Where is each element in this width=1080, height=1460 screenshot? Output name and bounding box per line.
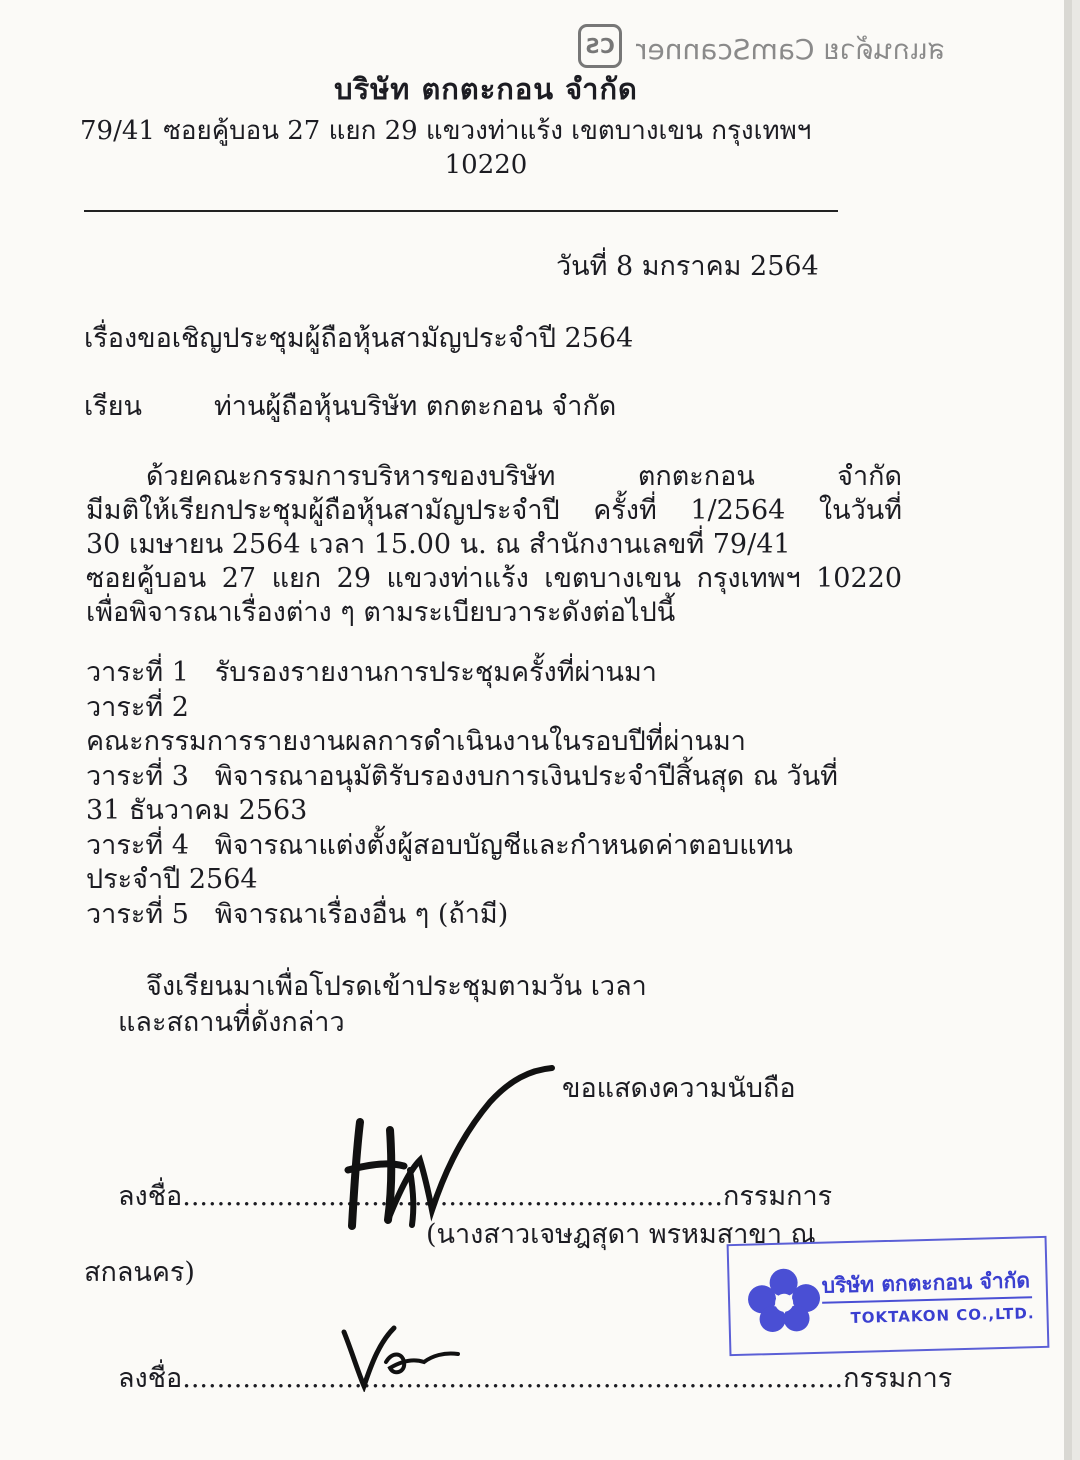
agenda-text-continued: 31 ธันวาคม 2563: [86, 795, 308, 826]
letter-body: [86, 460, 902, 630]
closing-line: และสถานที่ดังกล่าว: [118, 1007, 345, 1038]
agenda-text: รับรองรายงานการประชุมครั้งที่ผ่านมา: [214, 657, 657, 688]
body-line: ซอยคู้บอน 27 แยก 29 แขวงท่าแร้ง เขตบางเขน กรุงเทพฯ 10220: [86, 563, 902, 594]
body-line: มีมติให้เรียกประชุมผู้ถือหุ้นสามัญประจำปี ครั้งที่ 1/2564 ในวันที่: [86, 495, 902, 526]
company-address-line1: 79/41 ซอยคู้บอน 27 แยก 29 แขวงท่าแร้ง เขตบางเขน กรุงเทพฯ: [80, 116, 812, 146]
closing-paragraph: [118, 970, 647, 1042]
agenda-item: [86, 829, 838, 864]
agenda-number: วาระที่ 3: [86, 760, 189, 792]
recipient-name: ท่านผู้ถือหุ้นบริษัท ตกตะกอน จำกัด: [214, 391, 617, 422]
agenda-text: พิจารณาเรื่องอื่น ๆ (ถ้ามี): [214, 898, 509, 930]
agenda-number: วาระที่ 4: [86, 829, 189, 861]
body-line: ด้วยคณะกรรมการบริหารของบริษัท ตกตะกอน จำกัด: [146, 461, 902, 492]
camscanner-watermark: [578, 24, 1040, 76]
stamp-thai-name: บริษัท ตกตะกอน จำกัด: [821, 1268, 1031, 1298]
signature-line-2: ลงชื่อ.............................................................................กรรมการ: [118, 1363, 953, 1394]
watermark-text: สแกนด้วย CamScanner: [636, 33, 945, 66]
letter-date: วันที่ 8 มกราคม 2564: [556, 251, 819, 282]
agenda-list: [86, 656, 838, 932]
closing-line: จึงเรียนมาเพื่อโปรดเข้าประชุมตามวัน เวลา: [146, 971, 647, 1002]
agenda-number: วาระที่ 5: [86, 898, 189, 930]
stamp-english-name: TOKTAKON CO.,LTD.: [850, 1304, 1035, 1327]
agenda-item: [86, 656, 838, 691]
page-edge: [1064, 0, 1072, 1460]
company-logo-icon: [741, 1262, 827, 1338]
agenda-text: พิจารณาแต่งตั้งผู้สอบบัญชีและกำหนดค่าตอบแทน: [214, 829, 793, 861]
agenda-number: วาระที่ 1: [86, 657, 189, 688]
handwritten-signature-1: [330, 1060, 580, 1240]
recipient-label: เรียน: [84, 391, 143, 422]
company-stamp: [727, 1236, 1050, 1356]
agenda-item: [86, 691, 838, 726]
body-line: 30 เมษายน 2564 เวลา 15.00 น. ณ สำนักงานเลขที่ 79/41: [86, 529, 791, 560]
body-line: เพื่อพิจารณาเรื่องต่าง ๆ ตามระเบียบวาระดังต่อไปนี้: [86, 597, 676, 628]
header-divider: [84, 210, 838, 212]
handwritten-signature-2: [336, 1322, 466, 1392]
agenda-number: วาระที่ 2: [86, 691, 189, 723]
letter-subject: เรื่องขอเชิญประชุมผู้ถือหุ้นสามัญประจำปี 2564: [84, 323, 634, 354]
signer-name-continued: สกลนคร): [84, 1257, 195, 1288]
company-address-line2: 10220: [444, 150, 528, 180]
signer-name: (นางสาวเจษฎสุดา พรหมสาขา ณ: [426, 1219, 816, 1250]
agenda-text: พิจารณาอนุมัติรับรองงบการเงินประจำปีสิ้นสุด ณ วันที่: [214, 760, 838, 792]
agenda-text: คณะกรรมการรายงานผลการดำเนินงานในรอบปีที่ผ่านมา: [86, 726, 746, 757]
agenda-text-continued: ประจำปี 2564: [86, 864, 258, 895]
signature-line-1: ลงชื่อ...............................................................กรรมการ: [118, 1181, 833, 1212]
agenda-item: [86, 760, 838, 795]
agenda-item: [86, 898, 838, 933]
company-name: บริษัท ตกตะกอน จำกัด: [334, 72, 638, 106]
camscanner-logo-icon: CS: [578, 24, 622, 68]
complimentary-close: ขอแสดงความนับถือ: [562, 1073, 796, 1104]
